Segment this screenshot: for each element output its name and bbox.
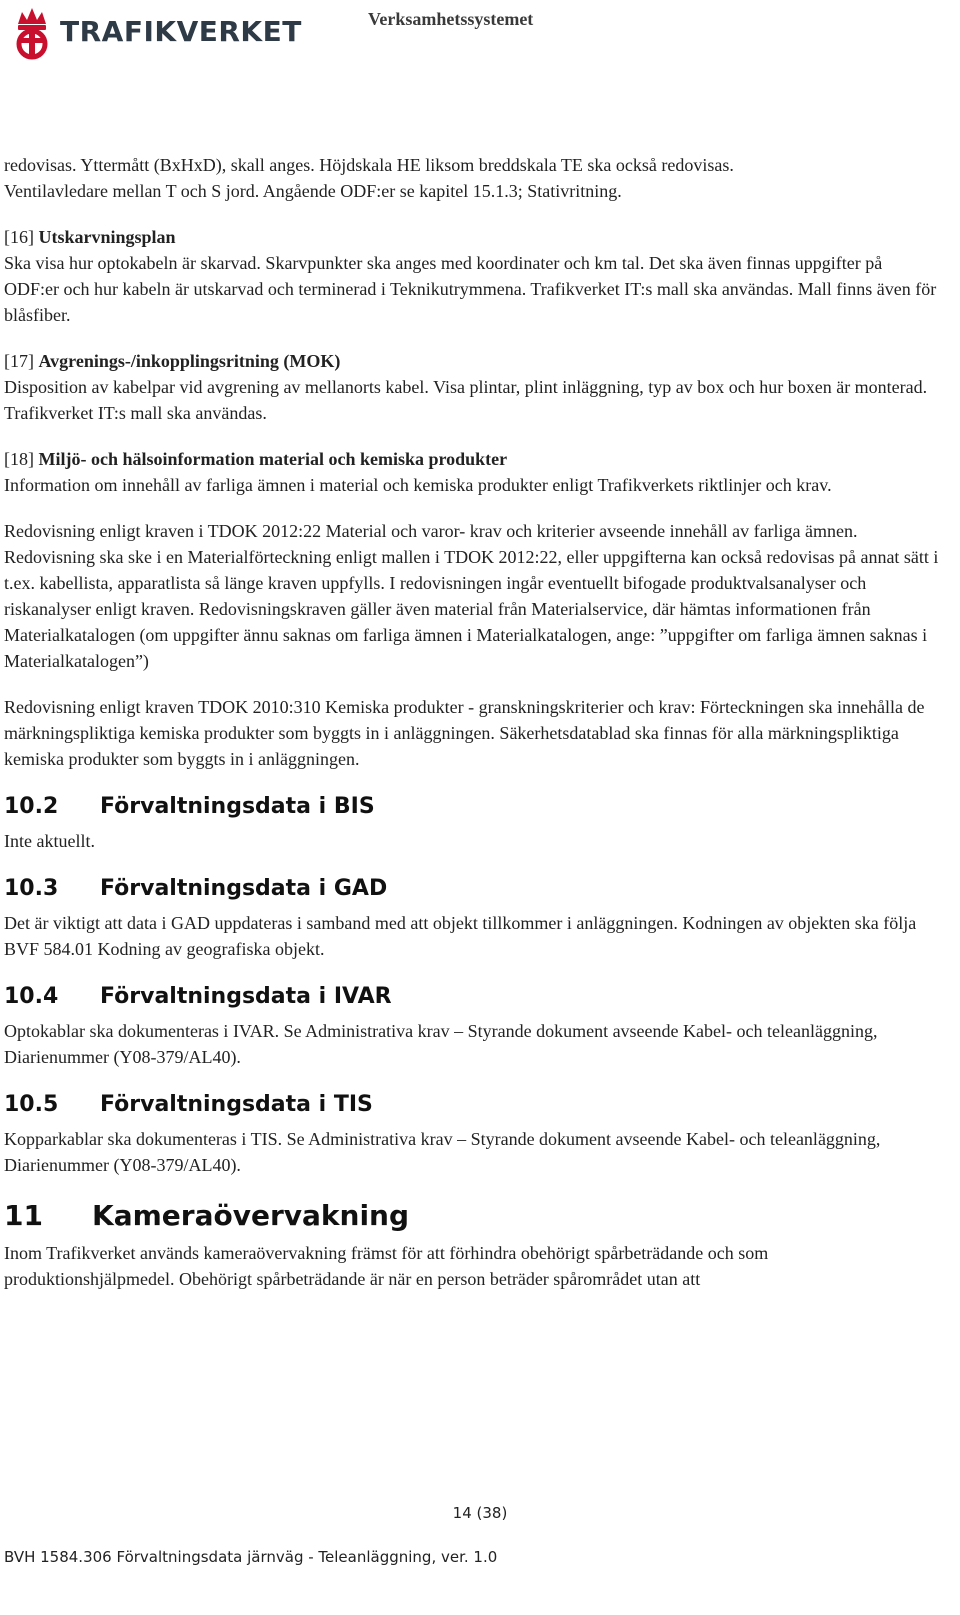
section-17-number: [17] (4, 351, 34, 371)
section-18 (4, 446, 939, 498)
heading-10-2 (4, 792, 939, 822)
heading-10-2-title: Förvaltningsdata i BIS (100, 794, 375, 819)
section-17-suffix: (MOK) (283, 351, 341, 371)
heading-10-5-title: Förvaltningsdata i TIS (100, 1092, 373, 1117)
crown-logo-icon (10, 4, 54, 60)
section-18-title: Miljö- och hälsoinformation material och kemiska produkter (38, 449, 508, 469)
heading-10-3-title: Förvaltningsdata i GAD (100, 876, 388, 901)
paragraph-10-5: Kopparkablar ska dokumenteras i TIS. Se Administrativa krav – Styrande dokument avseende Kabel- och teleanläggning, Diarienummer (Y08-379/AL40). (4, 1129, 881, 1175)
heading-10-3 (4, 874, 939, 904)
section-16 (4, 224, 939, 328)
paragraph-tdok-2012: Redovisning enligt kraven i TDOK 2012:22 Material och varor- krav och kriterier avseende innehåll av farliga ämnen. Redovisning ska ske i en Materialförteckning enligt mallen i TDOK 2012:22, eller uppgifterna kan också redovisas på annat sätt i t.ex. kabellista, apparatlista så länge kraven uppfylls. I redovisningen ingår eventuellt bifogade produktvalsanalyser och riskanalyser enligt kraven. Redovisningskraven gäller även material från Materialservice, där hämtas informationen från Materialkatalogen (om uppgifter ännu saknas om farliga ämnen i Materialkatalogen, ange: ”uppgifter om farliga ämnen saknas i Materialkatalogen”) (4, 521, 939, 671)
section-17 (4, 348, 939, 426)
intro-line-2: Ventilavledare mellan T och S jord. Angående ODF:er se kapitel 15.1.3; Stativritning. (4, 181, 622, 201)
paragraph-10-2: Inte aktuellt. (4, 831, 95, 851)
intro-line-1: redovisas. Yttermått (BxHxD), skall anges. Höjdskala HE liksom breddskala TE ska också redovisas. (4, 155, 734, 175)
paragraph-10-3: Det är viktigt att data i GAD uppdateras i samband med att objekt tillkommer i anläggningen. Kodningen av objekten ska följa BVF 584.01 Kodning av geografiska objekt. (4, 913, 917, 959)
section-18-text: Information om innehåll av farliga ämnen i material och kemiska produkter enligt Trafikverkets riktlinjer och krav. (4, 475, 832, 495)
logo-text: TRAFIKVERKET (60, 15, 302, 48)
heading-11-number: 11 (4, 1199, 43, 1232)
heading-11 (4, 1198, 939, 1234)
footer-document-reference: BVH 1584.306 Förvaltningsdata järnväg - Teleanläggning, ver. 1.0 (4, 1548, 498, 1566)
header-title: Verksamhetssystemet (368, 9, 534, 29)
trafikverket-logo (10, 4, 300, 60)
paragraph-tdok-2010: Redovisning enligt kraven TDOK 2010:310 Kemiska produkter - granskningskriterier och krav: Förteckningen ska innehålla de märkningspliktiga kemiska produkter som byggts in i anläggningen. Säkerhetsdatablad ska finnas för alla märkningspliktiga kemiska produkter som byggts in i anläggningen. (4, 697, 925, 769)
section-18-number: [18] (4, 449, 34, 469)
paragraph-11: Inom Trafikverket används kameraövervakning främst för att förhindra obehörigt spårbeträdande och som produktionshjälpmedel. Obehörigt spårbeträdande är när en person beträder spårområdet utan att (4, 1243, 769, 1289)
heading-10-4-number: 10.4 (4, 984, 59, 1009)
section-17-text: Disposition av kabelpar vid avgrening av mellanorts kabel. Visa plintar, plint inläggning, typ av box och hur boxen är monterad. Trafikverket IT:s mall ska användas. (4, 377, 928, 423)
paragraph-intro (4, 152, 939, 204)
page-header (0, 0, 960, 64)
heading-10-4 (4, 982, 939, 1012)
heading-10-4-title: Förvaltningsdata i IVAR (100, 984, 392, 1009)
document-body (4, 152, 939, 1292)
section-16-number: [16] (4, 227, 34, 247)
heading-11-title: Kameraövervakning (92, 1199, 410, 1232)
heading-10-5 (4, 1090, 939, 1120)
paragraph-10-4: Optokablar ska dokumenteras i IVAR. Se Administrativa krav – Styrande dokument avseende Kabel- och teleanläggning, Diarienummer (Y08-379/AL40). (4, 1021, 878, 1067)
page-number: 14 (38) (452, 1504, 508, 1522)
section-17-title: Avgrenings-/inkopplingsritning (38, 351, 279, 371)
heading-10-2-number: 10.2 (4, 794, 59, 819)
section-16-text: Ska visa hur optokabeln är skarvad. Skarvpunkter ska anges med koordinater och km tal. Det ska även finnas uppgifter på ODF:er och hur kabeln är utskarvad och terminerad i Teknikutrymmena. Trafikverket IT:s mall ska användas. Mall finns även för blåsfiber. (4, 253, 937, 325)
heading-10-5-number: 10.5 (4, 1092, 59, 1117)
heading-10-3-number: 10.3 (4, 876, 59, 901)
section-16-title: Utskarvningsplan (38, 227, 176, 247)
